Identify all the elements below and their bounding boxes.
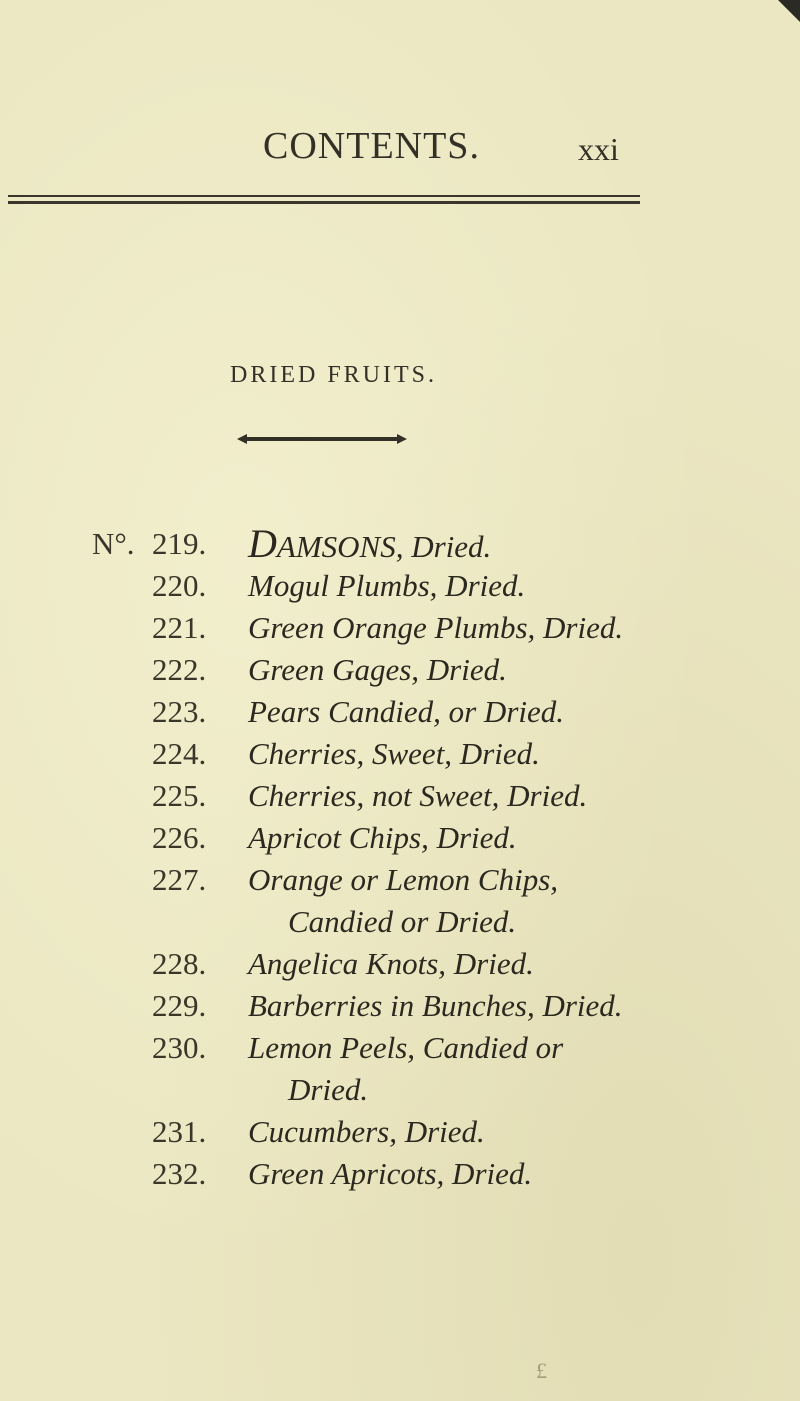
entry-224 [0,734,800,774]
drop-initial: D [248,521,277,566]
entry-number: 219. [152,526,207,561]
entry-220 [0,566,800,606]
entry-first-word: AMSONS, [276,529,404,564]
entry-title: Green Apricots, Dried. [248,1156,533,1191]
entry-221 [0,608,800,648]
entry-number: 221. [152,610,207,645]
page-folio: xxi [578,131,619,167]
entry-title: Mogul Plumbs, Dried. [248,568,526,603]
entry-number: 230. [152,1030,207,1065]
entry-231 [0,1112,800,1152]
entry-223 [0,692,800,732]
entry-229 [0,986,800,1026]
signature-mark: £ [536,1358,547,1383]
running-head-title: CONTENTS. [263,125,480,167]
entry-227 [0,860,800,900]
entry-title-continuation: Dried. [288,1072,369,1107]
entry-number: 227. [152,862,207,897]
entry-219 [0,521,800,566]
entry-number: 232. [152,1156,207,1191]
entry-title: Pears Candied, or Dried. [248,694,565,729]
entry-title: Cherries, not Sweet, Dried. [248,778,588,813]
entry-number: 223. [152,694,207,729]
entry-title: Lemon Peels, Candied or [248,1030,564,1065]
entry-number: 222. [152,652,207,687]
entry-number: 231. [152,1114,207,1149]
entry-title-continuation: Candied or Dried. [288,904,517,939]
number-label: N°. [92,526,135,561]
entry-227-continuation [0,902,800,942]
entry-title-rest: Dried. [403,529,492,564]
entry-230-continuation [0,1070,800,1110]
entry-226 [0,818,800,858]
entry-title: Orange or Lemon Chips, [248,862,559,897]
entry-number: 224. [152,736,207,771]
entry-number: 228. [152,946,207,981]
entry-230 [0,1028,800,1068]
entry-title: Cucumbers, Dried. [248,1114,485,1149]
entry-number: 226. [152,820,207,855]
entry-title: Angelica Knots, Dried. [248,946,534,981]
entry-title: Green Orange Plumbs, Dried. [248,610,624,645]
entry-222 [0,650,800,690]
entry-number: 225. [152,778,207,813]
entry-number: 229. [152,988,207,1023]
entry-title: Green Gages, Dried. [248,652,507,687]
entry-228 [0,944,800,984]
entry-number: 220. [152,568,207,603]
entry-225 [0,776,800,816]
entry-title: Apricot Chips, Dried. [248,820,517,855]
entry-232 [0,1154,800,1194]
entry-title [248,521,492,567]
entry-title: Barberries in Bunches, Dried. [248,988,623,1023]
entry-title: Cherries, Sweet, Dried. [248,736,540,771]
section-title: DRIED FRUITS. [230,362,438,388]
